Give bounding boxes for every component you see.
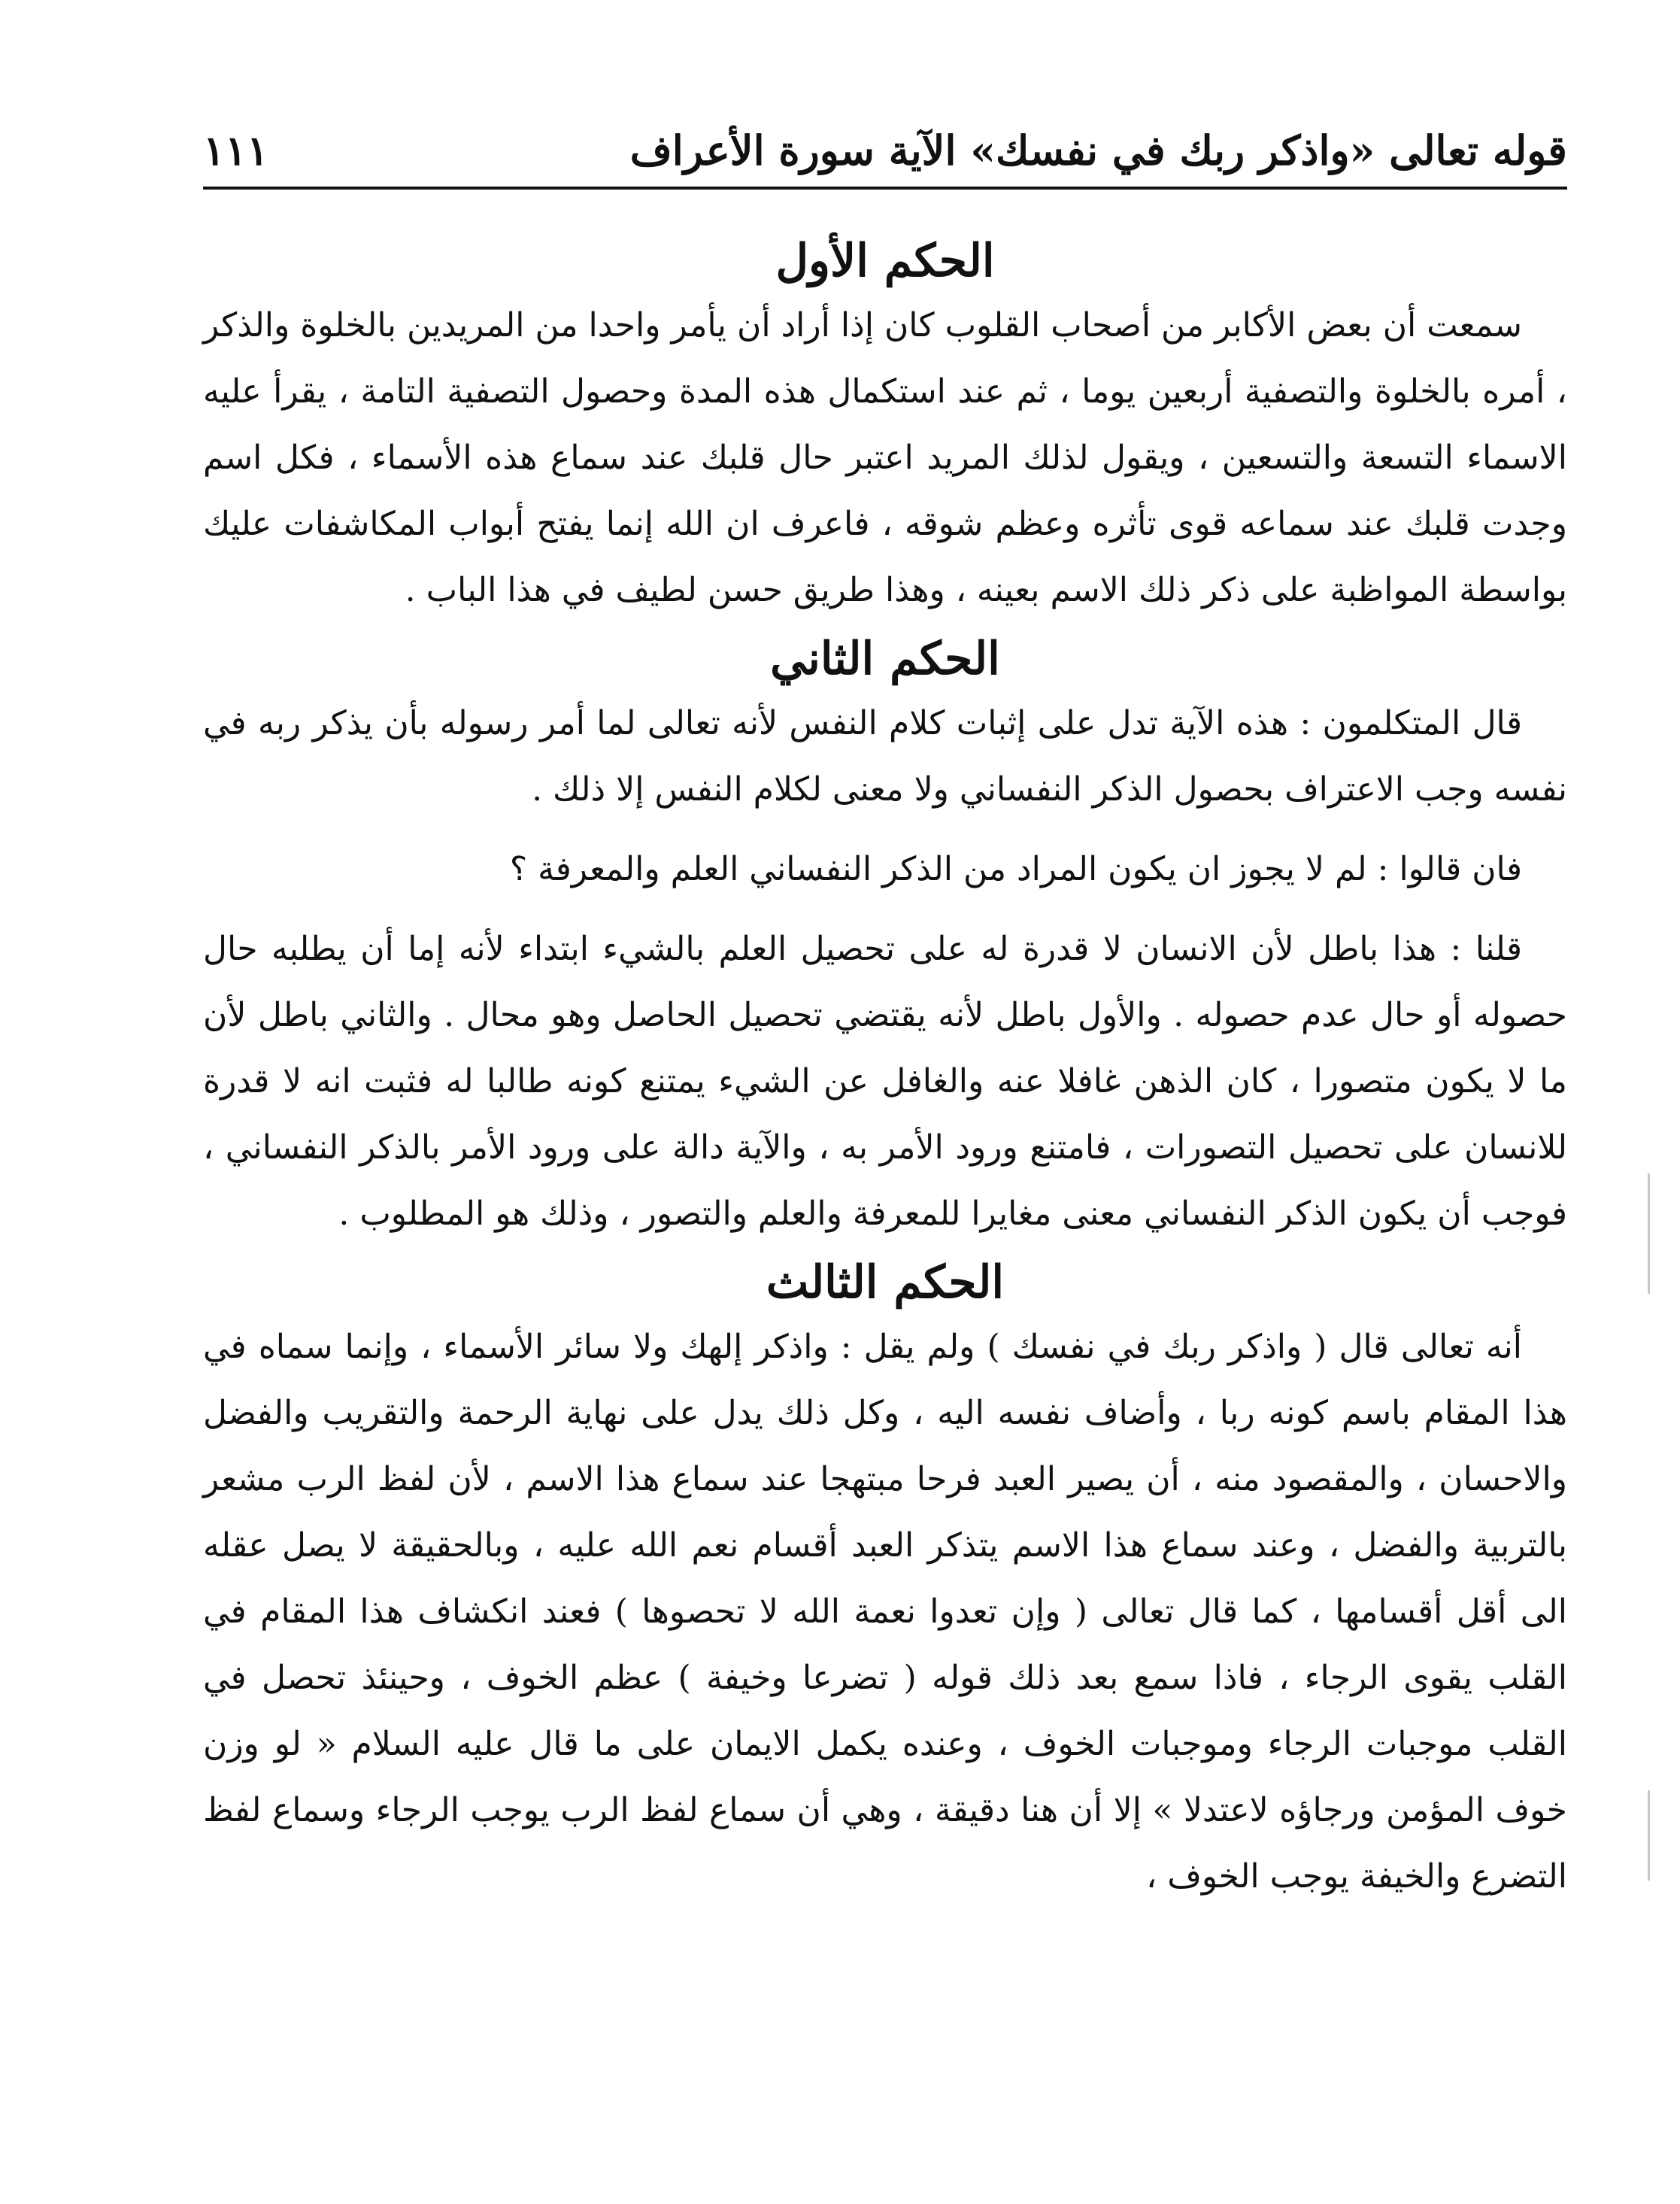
paragraph: سمعت أن بعض الأكابر من أصحاب القلوب كان إذا أراد أن يأمر واحدا من المريدين بالخلوة والذكر ، أمره بالخلوة والتصفية أربعين يوما ، ثم عند استكمال هذه المدة وحصول التصفية التامة ، يقرأ عليه الاسماء التسعة والتسعين ، ويقول لذلك المريد اعتبر حال قلبك عند سماع هذه الأسماء ، فكل اسم وجدت قلبك عند سماعه قوى تأثره وعظم شوقه ، فاعرف ان الله إنما يفتح أبواب المكاشفات عليك بواسطة المواظبة على ذكر ذلك الاسم بعينه ، وهذا طريق حسن لطيف في هذا الباب . [203,306,1567,609]
section-heading: الحكم الأول [775,235,995,287]
section-first-ruling [203,233,1567,624]
section-second-ruling [203,631,1567,1247]
section-heading: الحكم الثالث [766,1256,1005,1309]
scan-edge-mark [1648,1173,1650,1294]
page-number: ١١١ [203,126,269,175]
running-title: قوله تعالى «واذكر ربك في نفسك» الآية سورة الأعراف [629,126,1567,175]
header-rule [203,187,1567,190]
page-header [203,113,1567,188]
section-third-ruling [203,1255,1567,1910]
scan-edge-mark [1648,1790,1650,1881]
page-body [203,226,1567,1910]
section-heading: الحكم الثاني [770,633,1000,685]
paragraph: أنه تعالى قال ( واذكر ربك في نفسك ) ولم يقل : واذكر إلهك ولا سائر الأسماء ، وإنما سماه في هذا المقام باسم كونه ربا ، وأضاف نفسه اليه ، وكل ذلك يدل على نهاية الرحمة والتقريب والفضل والاحسان ، والمقصود منه ، أن يصير العبد فرحا مبتهجا عند سماع هذا الاسم ، لأن لفظ الرب مشعر بالتربية والفضل ، وعند سماع هذا الاسم يتذكر العبد أقسام نعم الله عليه ، وبالحقيقة لا يصل عقله الى أقل أقسامها ، كما قال تعالى ( وإن تعدوا نعمة الله لا تحصوها ) فعند انكشاف هذا المقام في القلب يقوى الرجاء ، فاذا سمع بعد ذلك قوله ( تضرعا وخيفة ) عظم الخوف ، وحينئذ تحصل في القلب موجبات الرجاء وموجبات الخوف ، وعنده يكمل الايمان على ما قال عليه السلام « لو وزن خوف المؤمن ورجاؤه لاعتدلا » إلا أن هنا دقيقة ، وهي أن سماع لفظ الرب يوجب الرجاء وسماع لفظ التضرع والخيفة يوجب الخوف ، [203,1328,1567,1896]
paragraph: فان قالوا : لم لا يجوز ان يكون المراد من الذكر النفساني العلم والمعرفة ؟ [509,850,1522,888]
paragraph: قلنا : هذا باطل لأن الانسان لا قدرة له على تحصيل العلم بالشيء ابتداء لأنه إما أن يطلبه حال حصوله أو حال عدم حصوله . والأول باطل لأنه يقتضي تحصيل الحاصل وهو محال . والثاني باطل لأن ما لا يكون متصورا ، كان الذهن غافلا عنه والغافل عن الشيء يمتنع كونه طالبا له فثبت انه لا قدرة للانسان على تحصيل التصورات ، فامتنع ورود الأمر به ، والآية دالة على ورود الأمر بالذكر النفساني ، فوجب أن يكون الذكر النفساني معنى مغايرا للمعرفة والعلم والتصور ، وذلك هو المطلوب . [203,930,1567,1233]
paragraph: قال المتكلمون : هذه الآية تدل على إثبات كلام النفس لأنه تعالى لما أمر رسوله بأن يذكر ربه في نفسه وجب الاعتراف بحصول الذكر النفساني ولا معنى لكلام النفس إلا ذلك . [203,704,1567,809]
